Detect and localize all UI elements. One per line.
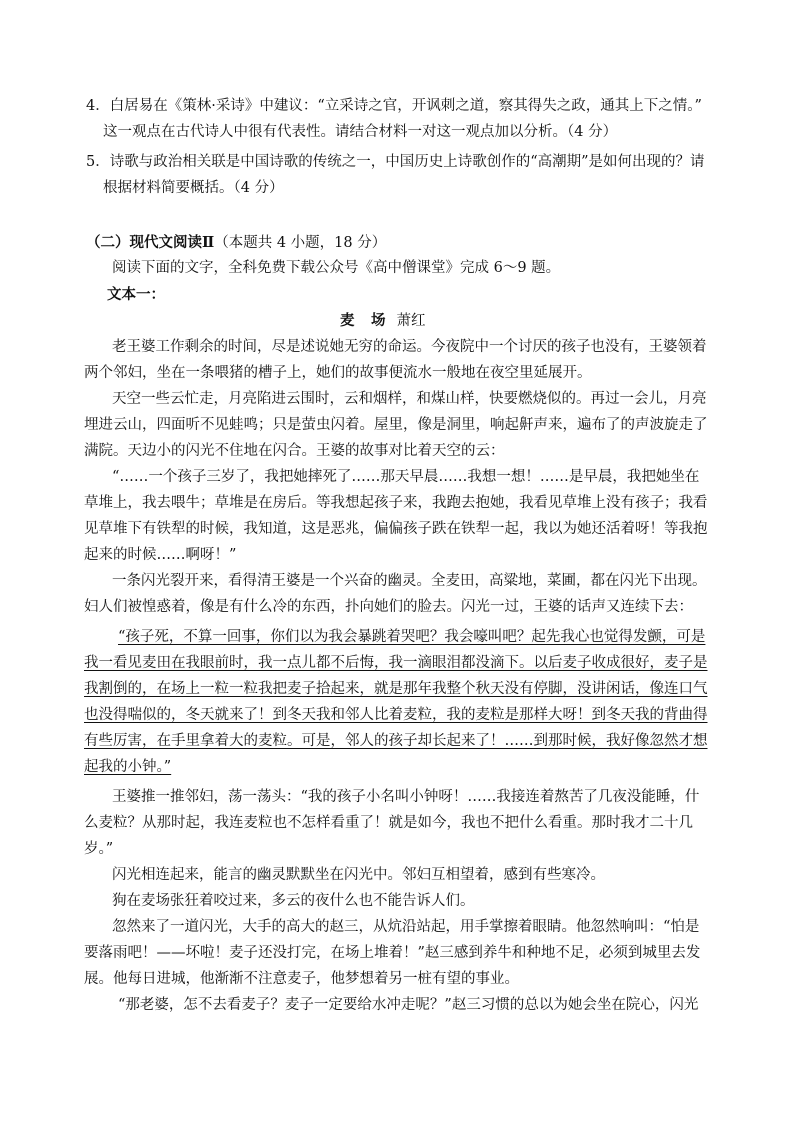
body-line: 忽然来了一道闪光，大手的高大的赵三，从炕沿站起，用手掌擦着眼睛。他忽然响叫：“怕是 <box>112 919 700 935</box>
body-line: 天空一些云忙走，月亮陷进云围时，云和烟样，和煤山样，快要燃烧似的。再过一会儿，月亮 <box>112 391 707 407</box>
underlined-line: “孩子死，不算一回事，你们以为我会暴跳着哭吧？我会嚎叫吧？起先我心也觉得发颤，可是 <box>118 629 706 645</box>
text-label: 文本一： <box>107 286 165 303</box>
body-line: “那老婆，怎不去看麦子？麦子一定要给水冲走呢？”赵三习惯的总以为她会坐在院心，闪光 <box>118 997 699 1013</box>
body-line: 闪光相连起来，能言的幽灵默默坐在闪光中。邻妇互相望着，感到有些寒冷。 <box>112 867 605 883</box>
body-line: 王婆推一推邻妇，荡一荡头：“我的孩子小名叫小钟呀！……我接连着熬苦了几夜没能睡，什 <box>112 789 700 805</box>
underlined-line: 也没得喘似的，冬天就来了！到冬天我和邻人比着麦粒，我的麦粒是那样大呀！到冬天我的背曲得 <box>84 707 708 723</box>
body-line: “……一个孩子三岁了，我把她摔死了……那天早晨……我想一想！……是早晨，我把她坐在 <box>112 469 700 485</box>
body-line: 见草堆下有铁犁的时候，我知道，这是恶兆，偏偏孩子跌在铁犁一起，我以为她还活着呀！等我抱 <box>84 521 708 537</box>
question-5-line-2: 根据材料简要概括。（4 分） <box>103 180 284 196</box>
article-author: 萧红 <box>396 313 426 329</box>
body-line: 么麦粒？从那时起，我连麦粒也不怎样看重了！就是如今，我也不把什么看重。那时我才二十几 <box>84 815 693 831</box>
underlined-line: 我一看见麦田在我眼前时，我一点儿都不后悔，我一滴眼泪都没滴下。以后麦子收成很好，麦子是 <box>84 655 708 671</box>
body-line: 要落雨吧！——坏啦！麦子还没打完，在场上堆着！”赵三感到养牛和种地不足，必须到城里去发 <box>84 945 701 961</box>
body-line: 一条闪光裂开来，看得清王婆是一个兴奋的幽灵。全麦田，高粱地，菜圃，都在闪光下出现。 <box>112 573 707 589</box>
section-header-rest: （本题共 4 小题，18 分） <box>214 235 387 251</box>
underlined-line: 有些厉害，在手里拿着大的麦粒。可是，邻人的孩子却长起来了！……到那时候，我好像忽然才想 <box>84 733 708 749</box>
body-line: 展。他每日进城，他渐渐不注意麦子，他梦想着另一桩有望的事业。 <box>84 971 519 987</box>
section-instruction: 阅读下面的文字，全科免费下载公众号《高中僧课堂》完成 6～9 题。 <box>112 260 561 276</box>
body-line: 老王婆工作剩余的时间，尽是述说她无穷的命运。今夜院中一个讨厌的孩子也没有，王婆领着 <box>112 339 707 355</box>
section-header-bold: （二）现代文阅读Ⅱ <box>86 234 215 251</box>
body-line: 草堆上，我去喂牛；草堆是在房后。等我想起孩子来，我跑去抱她，我看见草堆上没有孩子；我看 <box>84 495 708 511</box>
question-5-line-1: 5．诗歌与政治相关联是中国诗歌的传统之一，中国历史上诗歌创作的“高潮期”是如何出现的？请 <box>86 154 705 170</box>
underlined-line: 我割倒的，在场上一粒一粒我把麦子拾起来，就是那年我整个秋天没有停脚，没讲闲话，像连口气 <box>84 681 708 697</box>
body-line: 岁。” <box>84 841 114 857</box>
question-4-line-1: 4．白居易在《策林·采诗》中建议：“立采诗之官，开讽刺之道，察其得失之政，通其上下之情。” <box>86 98 702 114</box>
body-line: 埋进云山，四面听不见蛙鸣；只是萤虫闪着。屋里，像是洞里，响起鼾声来，遍布了的声波旋走了 <box>84 417 708 433</box>
body-line: 满院。天边小的闪光不住地在闪合。王婆的故事对比着天空的云： <box>84 443 505 459</box>
article-title: 麦 场 <box>340 312 387 329</box>
underlined-line: 起我的小钟。” <box>84 759 172 775</box>
article-title-line <box>340 311 426 331</box>
body-line: 两个邻妇，坐在一条喂猪的槽子上，她们的故事便流水一般地在夜空里延展开。 <box>84 365 592 381</box>
section-header <box>86 233 386 253</box>
question-4-line-2: 这一观点在古代诗人中很有代表性。请结合材料一对这一观点加以分析。（4 分） <box>103 124 618 140</box>
body-line: 妇人们被惶惑着，像是有什么冷的东西，扑向她们的脸去。闪光一过，王婆的话声又连续下去： <box>84 599 693 615</box>
body-line: 狗在麦场张狂着咬过来，多云的夜什么也不能告诉人们。 <box>112 893 475 909</box>
body-line: 起来的时候……啊呀！” <box>84 547 237 563</box>
